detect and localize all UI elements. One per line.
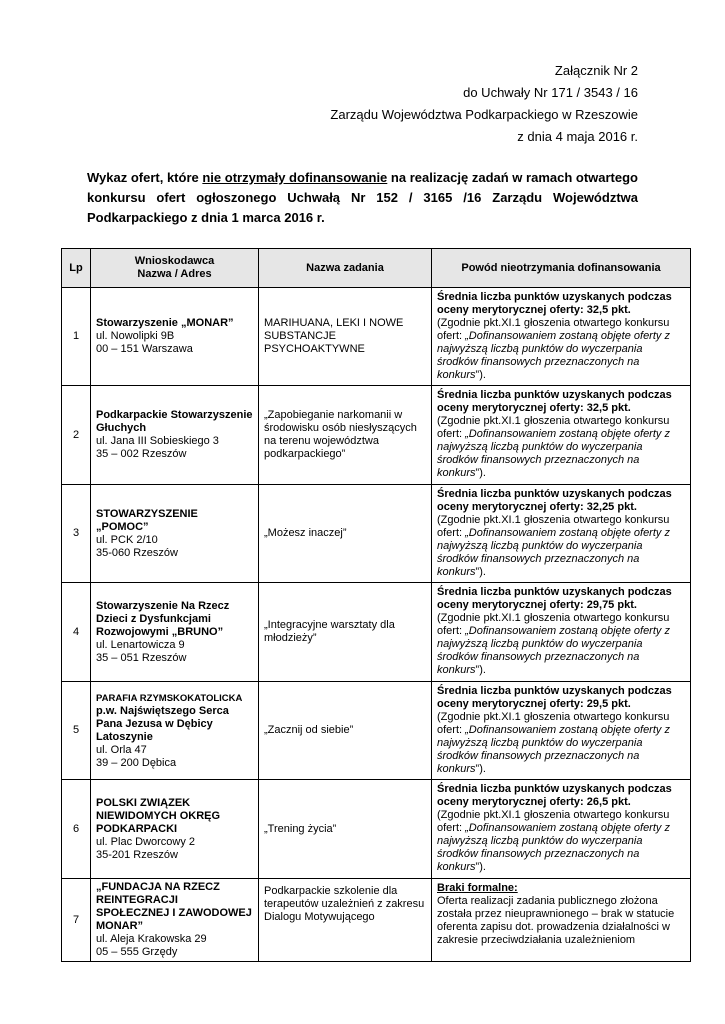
resolution-number: do Uchwały Nr 171 / 3543 / 16	[463, 85, 638, 100]
formal-title: Braki formalne:	[437, 882, 518, 894]
attachment-header	[330, 60, 638, 148]
reason-cell	[432, 583, 691, 682]
regulation-text	[437, 612, 685, 677]
table-header-row	[62, 249, 691, 288]
regulation-end: ”).	[475, 467, 486, 479]
applicant-name: „FUNDACJA NA RZECZ REINTEGRACJI SPOŁECZNEJ I ZAWODOWEJ MONAR”	[96, 881, 252, 932]
board-name: Zarządu Województwa Podkarpackiego w Rzeszowie	[330, 107, 638, 122]
row-lp: 5	[62, 682, 91, 780]
applicant-cell	[91, 386, 259, 485]
applicant-city: 35-060 Rzeszów	[96, 546, 178, 559]
regulation-intro: (Zgodnie pkt.XI.1 głoszenia otwartego konkursu ofert:	[437, 514, 670, 539]
applicant-city: 35-201 Rzeszów	[96, 848, 178, 861]
reason-cell	[432, 780, 691, 879]
header-applicant-line2: Nazwa / Adres	[137, 268, 212, 280]
table-row	[62, 780, 691, 879]
applicant-name: Podkarpackie Stowarzyszenie Głuchych	[96, 409, 253, 434]
task-name: „Zapobieganie narkomanii w środowisku osób niesłyszących na terenu województwa podkarpackiego”	[259, 386, 432, 485]
applicant-address: ul. Nowolipki 9B	[96, 330, 175, 342]
resolution-date: z dnia 4 maja 2016 r.	[517, 129, 638, 144]
header-lp: Lp	[62, 249, 91, 288]
score-text: Średnia liczba punktów uzyskanych podczas oceny merytorycznej oferty: 32,25 pkt.	[437, 488, 672, 513]
applicant-cell	[91, 780, 259, 879]
row-lp: 1	[62, 288, 91, 386]
table-row	[62, 485, 691, 583]
header-applicant	[91, 249, 259, 288]
applicant-address: ul. Aleja Krakowska 29	[96, 933, 207, 945]
regulation-intro: (Zgodnie pkt.XI.1 głoszenia otwartego konkursu ofert:	[437, 711, 670, 736]
regulation-intro: (Zgodnie pkt.XI.1 głoszenia otwartego konkursu ofert:	[437, 415, 670, 440]
regulation-text	[437, 711, 685, 776]
task-name: „Zacznij od siebie”	[259, 682, 432, 780]
applicant-name: POLSKI ZWIĄZEK NIEWIDOMYCH OKRĘG PODKARPACKI	[96, 796, 221, 835]
regulation-text	[437, 415, 685, 480]
table-row	[62, 583, 691, 682]
regulation-quote: „Dofinansowaniem zostaną objęte oferty z najwyższą liczbą punktów do wyczerpania środków finansowych przeznaczonych na konkurs	[437, 330, 670, 381]
applicant-address: ul. Lenartowicza 9	[96, 638, 185, 651]
regulation-quote: „Dofinansowaniem zostaną objęte oferty z najwyższą liczbą punktów do wyczerpania środków finansowych przeznaczonych na konkurs	[437, 724, 670, 775]
applicant-city: 35 – 051 Rzeszów	[96, 651, 187, 664]
title-underlined: nie otrzymały dofinansowanie	[202, 170, 388, 185]
regulation-quote: „Dofinansowaniem zostaną objęte oferty z najwyższą liczbą punktów do wyczerpania środków finansowych przeznaczonych na konkurs	[437, 428, 670, 479]
applicant-address: ul. Orla 47	[96, 743, 147, 756]
header-task: Nazwa zadania	[259, 249, 432, 288]
task-name: „Integracyjne warsztaty dla młodzieży”	[259, 583, 432, 682]
regulation-end: ”).	[475, 763, 486, 775]
score-text: Średnia liczba punktów uzyskanych podczas oceny merytorycznej oferty: 29,75 pkt.	[437, 586, 672, 611]
table-row	[62, 386, 691, 485]
regulation-quote: „Dofinansowaniem zostaną objęte oferty z najwyższą liczbą punktów do wyczerpania środków finansowych przeznaczonych na konkurs	[437, 527, 670, 578]
reason-cell	[432, 386, 691, 485]
title-part1: Wykaz ofert, które	[87, 170, 203, 185]
header-reason: Powód nieotrzymania dofinansowania	[432, 249, 691, 288]
regulation-intro: (Zgodnie pkt.XI.1 głoszenia otwartego konkursu ofert:	[437, 612, 670, 637]
score-text: Średnia liczba punktów uzyskanych podczas oceny merytorycznej oferty: 26,5 pkt.	[437, 783, 672, 808]
applicant-city: 39 – 200 Dębica	[96, 756, 177, 769]
task-name: „Trening życia”	[259, 780, 432, 879]
row-lp: 4	[62, 583, 91, 682]
applicant-name: Stowarzyszenie „MONAR”	[96, 317, 234, 329]
task-name: Podkarpackie szkolenie dla terapeutów uzależnień z zakresu Dialogu Motywującego	[259, 879, 432, 962]
task-name: MARIHUANA, LEKI I NOWE SUBSTANCJE PSYCHOAKTYWNE	[259, 288, 432, 386]
applicant-address: ul. PCK 2/10	[96, 533, 158, 546]
applicant-name: Stowarzyszenie Na Rzecz Dzieci z Dysfunkcjami Rozwojowymi „BRUNO”	[96, 599, 230, 638]
score-text: Średnia liczba punktów uzyskanych podczas oceny merytorycznej oferty: 32,5 pkt.	[437, 389, 672, 414]
regulation-quote: „Dofinansowaniem zostaną objęte oferty z najwyższą liczbą punktów do wyczerpania środków finansowych przeznaczonych na konkurs	[437, 822, 670, 873]
applicant-name: p.w. Najświętszego Serca Pana Jezusa w Dębicy Latoszynie	[96, 704, 229, 743]
formal-text: Oferta realizacji zadania publicznego złożona została przez nieuprawnionego – brak w statucie oferenta zapisu dot. prowadzenia działalności w zakresie przeciwdziałania uzależnieniom	[437, 895, 675, 946]
offers-table	[61, 248, 691, 962]
applicant-address: ul. Jana III Sobieskiego 3	[96, 435, 219, 447]
regulation-text	[437, 514, 685, 579]
applicant-cell	[91, 583, 259, 682]
applicant-cell	[91, 485, 259, 583]
regulation-intro: (Zgodnie pkt.XI.1 głoszenia otwartego konkursu ofert:	[437, 809, 670, 834]
score-text: Średnia liczba punktów uzyskanych podczas oceny merytorycznej oferty: 32,5 pkt.	[437, 291, 672, 316]
reason-cell	[432, 682, 691, 780]
applicant-parish: PARAFIA RZYMSKOKATOLICKA	[96, 692, 243, 704]
applicant-address: ul. Plac Dworcowy 2	[96, 835, 196, 848]
table-row	[62, 288, 691, 386]
regulation-text	[437, 317, 685, 382]
table-row	[62, 682, 691, 780]
regulation-text	[437, 809, 685, 874]
header-applicant-line1: Wnioskodawca	[134, 255, 215, 267]
regulation-quote: „Dofinansowaniem zostaną objęte oferty z najwyższą liczbą punktów do wyczerpania środków finansowych przeznaczonych na konkurs	[437, 625, 670, 676]
reason-cell	[432, 485, 691, 583]
regulation-end: ”).	[475, 566, 486, 578]
applicant-city: 35 – 002 Rzeszów	[96, 448, 187, 460]
document-title	[87, 168, 638, 228]
applicant-name: STOWARZYSZENIE „POMOC”	[96, 507, 198, 533]
reason-cell	[432, 879, 691, 962]
regulation-end: ”).	[475, 861, 486, 873]
score-text: Średnia liczba punktów uzyskanych podczas oceny merytorycznej oferty: 29,5 pkt.	[437, 685, 672, 710]
regulation-intro: (Zgodnie pkt.XI.1 głoszenia otwartego konkursu ofert:	[437, 317, 670, 342]
title-part2: na realizację zadań w ramach otwartego konkursu ofert ogłoszonego Uchwałą Nr 152 / 3165 /16 Zarządu Województwa Podkarpackiego z dnia 1 marca 2016 r.	[87, 170, 638, 225]
row-lp: 3	[62, 485, 91, 583]
applicant-city: 05 – 555 Grzędy	[96, 946, 178, 958]
reason-cell	[432, 288, 691, 386]
row-lp: 6	[62, 780, 91, 879]
applicant-cell	[91, 879, 259, 962]
row-lp: 7	[62, 879, 91, 962]
applicant-cell	[91, 288, 259, 386]
applicant-city: 00 – 151 Warszawa	[96, 343, 193, 355]
attachment-number: Załącznik Nr 2	[554, 63, 638, 78]
applicant-cell	[91, 682, 259, 780]
task-name: „Możesz inaczej”	[259, 485, 432, 583]
table-row	[62, 879, 691, 962]
regulation-end: ”).	[475, 369, 486, 381]
regulation-end: ”).	[475, 664, 486, 676]
row-lp: 2	[62, 386, 91, 485]
